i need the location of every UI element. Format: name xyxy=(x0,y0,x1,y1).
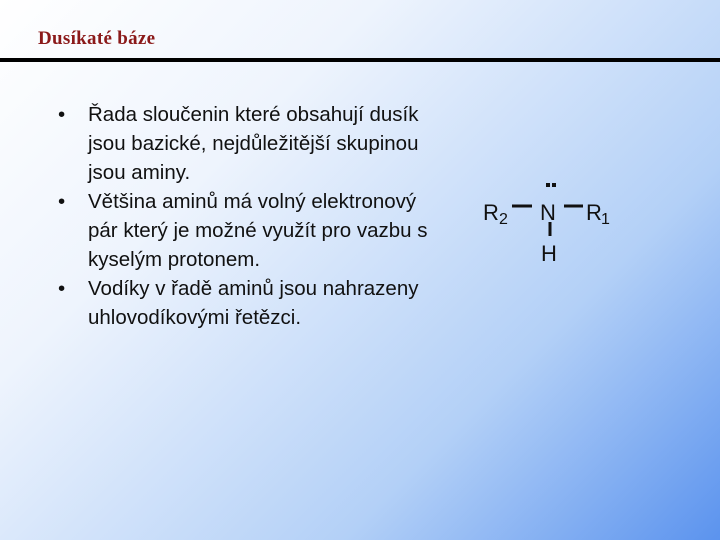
lone-pair-dot xyxy=(546,183,550,187)
bullet-marker: • xyxy=(58,103,66,126)
lone-pair-dot xyxy=(552,183,556,187)
bullet-item xyxy=(58,187,438,274)
bullet-list xyxy=(58,100,438,332)
amine-structure-diagram xyxy=(470,160,650,285)
title-divider xyxy=(0,58,720,62)
nitrogen-label: N xyxy=(540,200,556,225)
r2-subscript: 2 xyxy=(499,211,508,228)
r1-subscript: 1 xyxy=(601,211,610,228)
r1-label: R xyxy=(586,200,602,225)
bullet-marker: • xyxy=(58,190,66,213)
hydrogen-label: H xyxy=(541,241,557,266)
bullet-text: Vodíky v řadě aminů jsou nahrazeny uhlovodíkovými řetězci. xyxy=(88,277,419,329)
bullet-item xyxy=(58,274,438,332)
slide-title: Dusíkaté báze xyxy=(38,28,156,49)
r2-label: R xyxy=(483,200,499,225)
bullet-text: Většina aminů má volný elektronový pár který je možné využít pro vazbu s kyselým protonem. xyxy=(88,190,428,271)
bullet-marker: • xyxy=(58,277,66,300)
bullet-item xyxy=(58,100,438,187)
bullet-text: Řada sloučenin které obsahují dusík jsou bazické, nejdůležitější skupinou jsou aminy. xyxy=(88,103,419,184)
